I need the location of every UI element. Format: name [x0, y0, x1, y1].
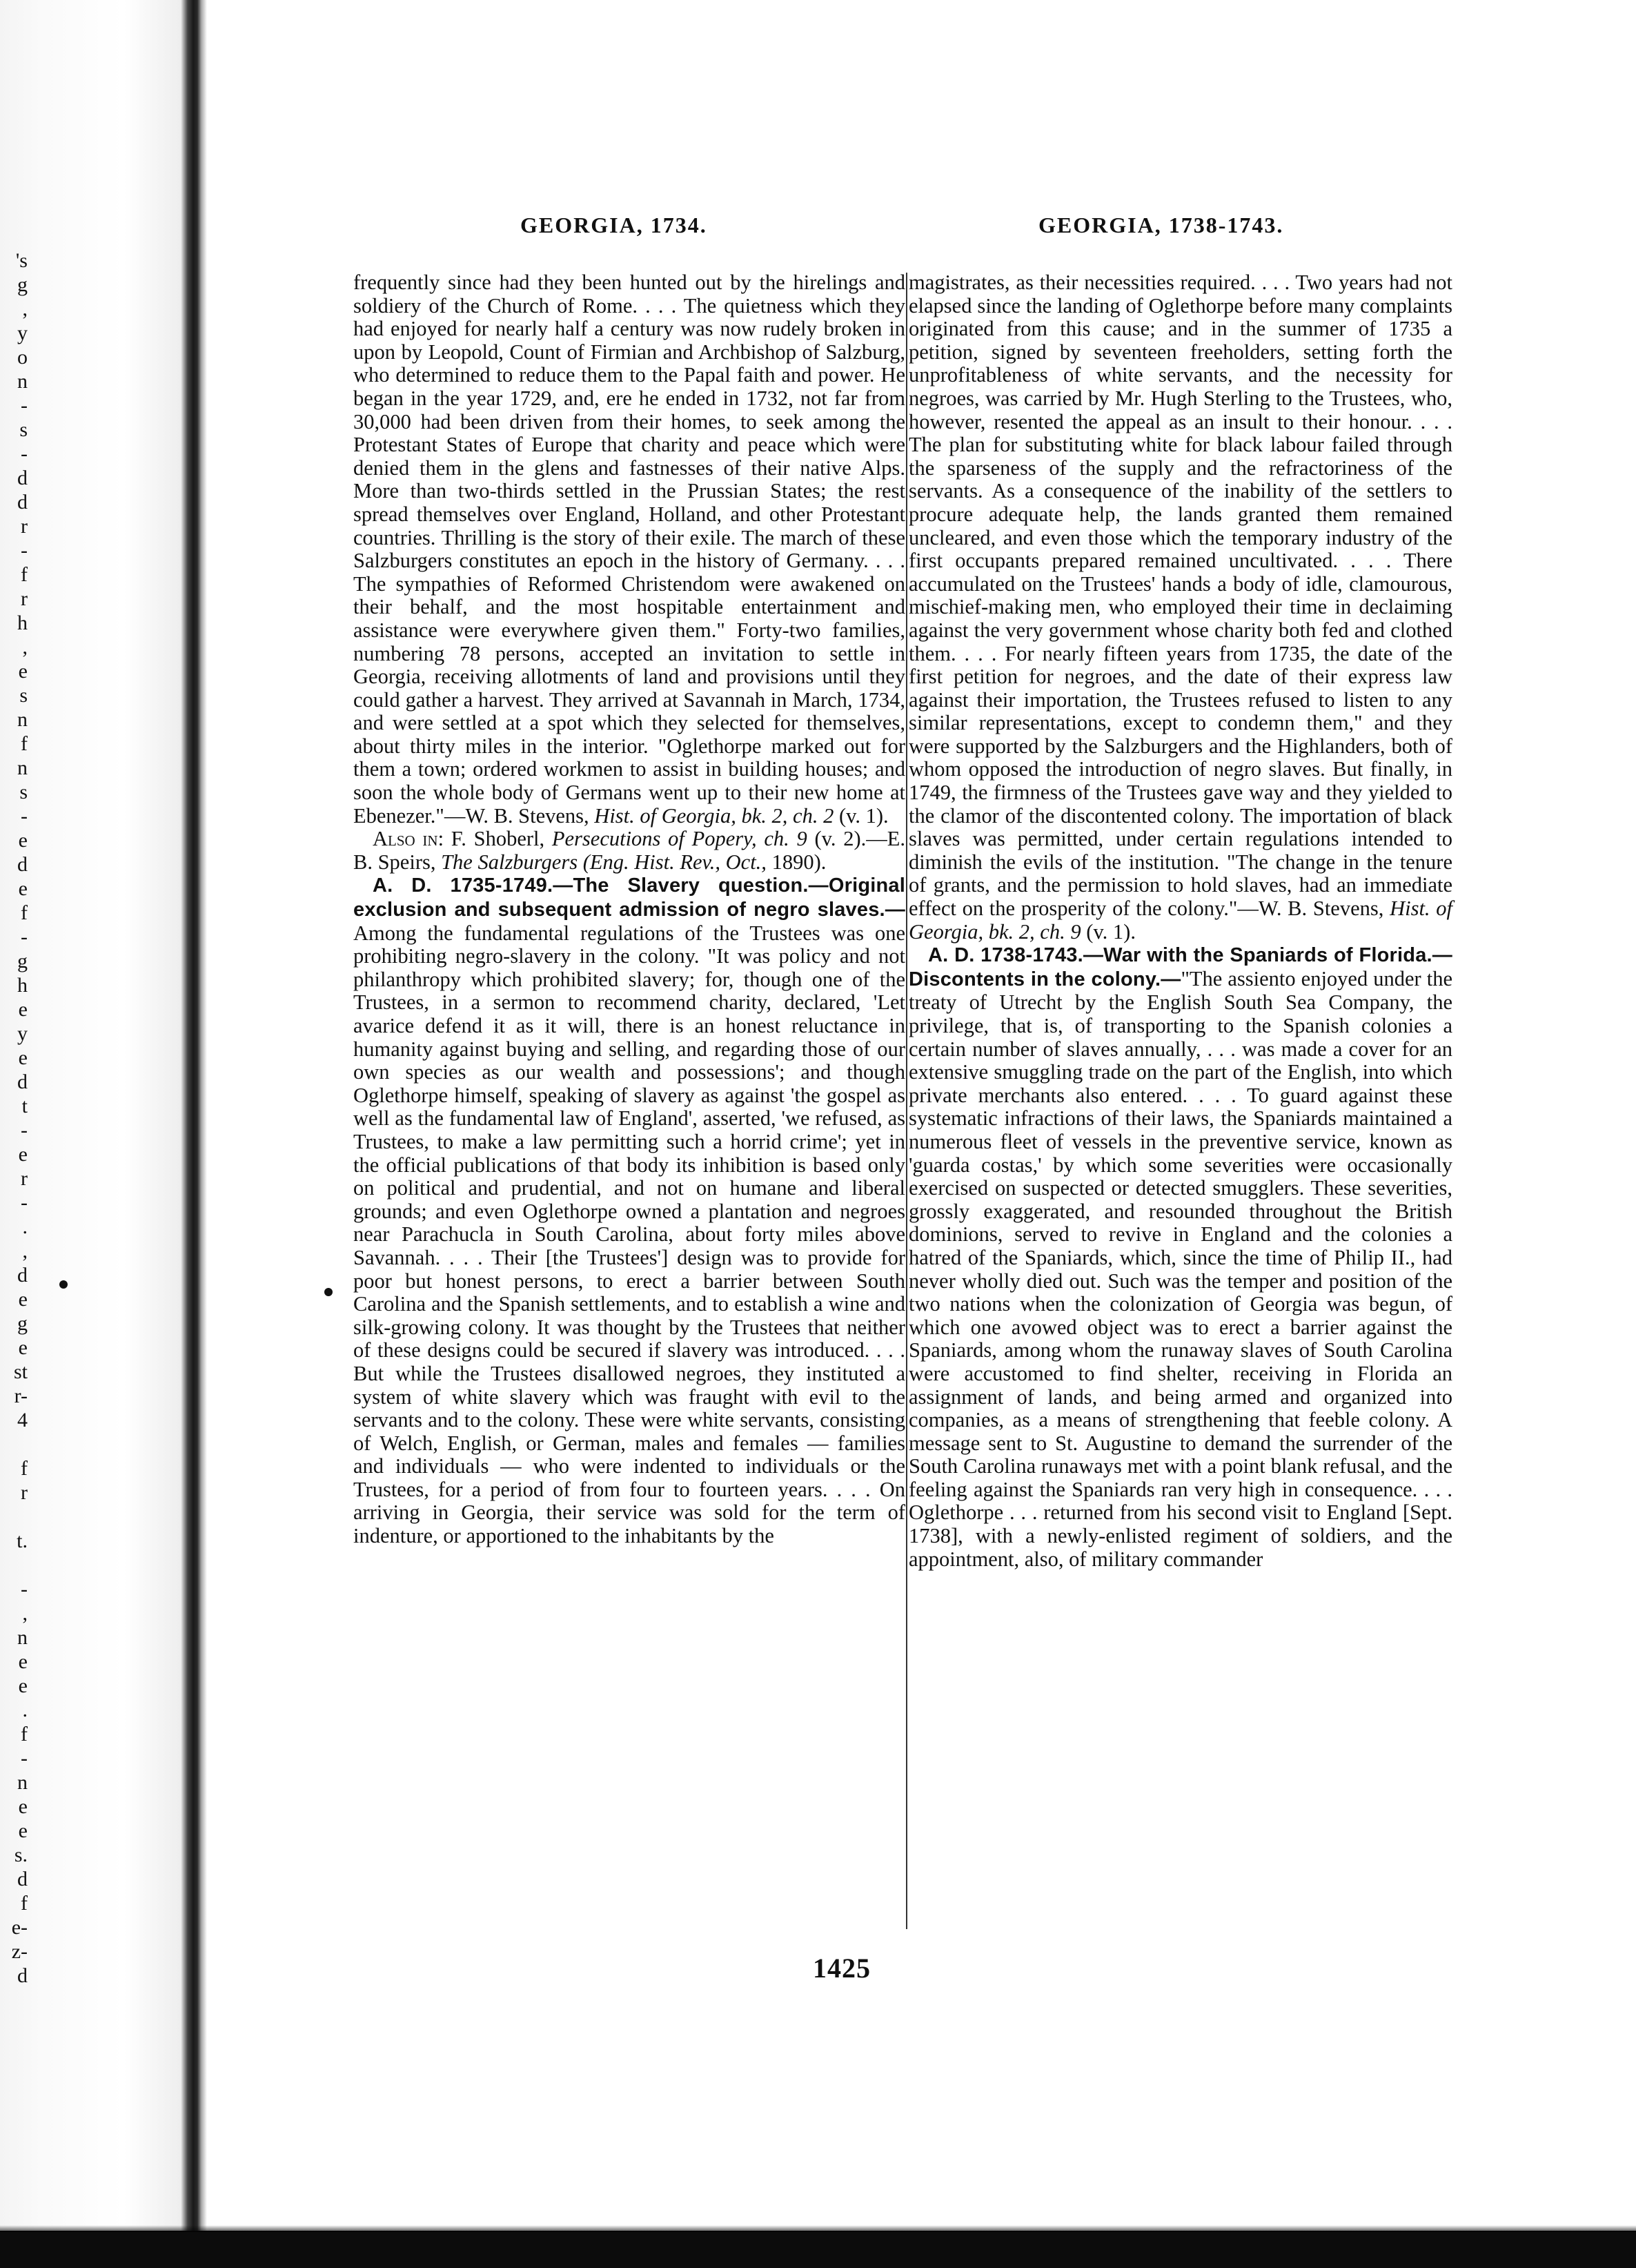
entry-text: "The assiento enjoyed under the treaty of Utrecht by the English South Sea Company, the privilege, that is, of transporting to the Spanish colonies a certain number of slaves annually, . . . was made a cover for an extensive smuggling trade on the part of the English, into which private merchants also entered. . . . To guard against these systematic infractions of their laws, the Spaniards maintained a numerous fleet of vessels in the preventive service, known as 'guarda costas,' by which some severities were occasionally exercised on suspected or detected smugglers. These severities, grossly exaggerated, and resounded throughout the British dominions, served to revive in England and the colonies a hatred of the Spaniards, which, since the time of Philip II., had never wholly died out. Such was the temper and position of the two nations when the colonization of Georgia was begun, of which one avowed object was to erect a barrier against the Spaniards, among whom the runaway slaves of South Carolina were accustomed to find shelter, receiving in Florida an assignment of lands, and being armed and organized into companies, as a means of strengthening that feeble colony. A message sent to St. Augustine to demand the surrender of the South Carolina runaways met with a point blank refusal, and the feeling against the Spaniards ran very high in consequence. . . . Oglethorpe . . . returned from his second visit to England [Sept. 1738], with a newly-enlisted regiment of soldiers, and the appointment, also, of military commander	[909, 966, 1452, 1571]
salzburgers-paragraph	[353, 271, 905, 828]
page-number: 1425	[813, 1953, 871, 1984]
scan-bottom-border	[0, 2231, 1636, 2268]
paragraph-text: frequently since had they been hunted out by the hirelings and soldiery of the Church of Rome. . . . The quietness which they had enjoyed for nearly half a century was now rudely broken in upon by Leopold, Count of Firmian and Archbishop of Salzburg, who determined to reduce them to the Papal faith and power. He began in the year 1729, and, ere he ended in 1732, not far from 30,000 had been driven from their homes, to seek among the Protestant States of Europe that charity and peace which were denied them in the glens and fastnesses of their native Alps. More than two-thirds settled in the Prussian States; the rest spread themselves over England, Holland, and other Protestant countries. Thrilling is the story of their exile. The march of these Salzburgers constitutes an epoch in the history of Germany. . . . The sympathies of Reformed Christendom were awakened on their behalf, and the most hospitable entertainment and assistance were everywhere given them." Forty-two families, numbering 78 persons, accepted an invitation to settle in Georgia, receiving allotments of land and provisions until they could gather a harvest. They arrived at Savannah in March, 1734, and were settled at a spot which they selected for themselves, about thirty miles in the interior. "Oglethorpe marked out for them a town; ordered workmen to assist in building houses; and soon the whole body of Germans went up to their new home at Ebenezer."—W. B. Stevens,	[353, 271, 905, 828]
left-column	[353, 271, 905, 1548]
right-column	[909, 271, 1452, 1571]
paragraph-text: magistrates, as their necessities required. . . . Two years had not elapsed since the landing of Oglethorpe before many complaints originated from this cause; and in the summer of 1735 a petition, signed by seventeen freeholders, setting forth the unprofitableness of white servants, and the necessity for negroes, was carried by Mr. Hugh Sterling to the Trustees, who, however, resented the appeal as an insult to their honour. . . . The plan for substituting white for black labour failed through the sparseness of the supply and the refractoriness of the servants. As a consequence of the inability of the settlers to procure adequate help, the lands granted them remained uncleared, and even those which the temporary industry of the first occupants prepared remained uncultivated. . . . There accumulated on the Trustees' hands a body of idle, clamourous, mischief-making men, who employed their time in declaiming against the very government whose charity both fed and clothed them. . . . For nearly fifteen years from 1735, the date of the first petition for negroes, and the date of their express law against their importation, the Trustees refused to listen to any similar representations, except to condemn them," and they were supported by the Salzburgers and the Highlanders, both of whom opposed the introduction of negro slaves. But finally, in 1749, the firmness of the Trustees gave way and they yielded to the clamor of the discontented colony. The importation of black slaves was permitted, under certain regulations intended to diminish the evils of the institution. "The change in the tenure of grants, and the permission to hold slaves, had an immediate effect on the prosperity of the colony."—W. B. Stevens,	[909, 271, 1452, 921]
paragraph-text: 1890).	[766, 850, 827, 874]
paragraph-text: (v. 1).	[834, 803, 889, 828]
entry-date: A. D. 1735-1749.	[373, 874, 553, 897]
entry-slavery-question	[353, 874, 905, 1547]
citation: Hist. of Georgia, bk. 2, ch. 2	[594, 803, 834, 828]
paragraph-text: F. Shoberl,	[444, 827, 552, 851]
citation: Hist. of Georgia, bk. 2, ch. 9	[909, 897, 1453, 944]
entry-text: Among the fundamental regulations of the Trustees was one prohibiting negro-slavery in the colony. "It was policy and not philanthropy which prohibited slavery; for, though one of the Trustees, in a sermon to recommend charity, declared, 'Let avarice defend it as it will, there is an honest reluctance in humanity against buying and selling, and regarding those of our own species as our wealth and possessions'; and though Oglethorpe himself, speaking of slavery as against 'the gospel as well as the fundamental law of England', asserted, 'we refused, as Trustees, to make a law permitting such a horrid crime'; yet in the official publications of that body its inhibition is based only on political and prudential, and not on humane and liberal grounds; and even Oglethorpe owned a plantation and negroes near Parachucla in South Carolina, about forty miles above Savannah. . . . Their [the Trustees'] design was to provide for poor but honest persons, to erect a barrier between South Carolina and the Spanish settlements, and to establish a wine and silk-growing colony. It was thought by the Trustees that neither of these designs could be secured if slavery was introduced. . . . But while the Trustees disallowed negroes, they instituted a system of white slavery which was fraught with evil to the servants and to the colony. These were white servants, consisting of Welch, English, or German, males and females — families and individuals — who were indented to individuals or the Trustees, for a period of from four to fourteen years. . . . On arriving in Georgia, their service was sold for the term of indenture, or apportioned to the inhabitants by the	[353, 921, 905, 1548]
citation: The Salzburgers (Eng. Hist. Rev., Oct.,	[441, 850, 767, 874]
running-head-left: GEORGIA, 1734.	[520, 213, 707, 237]
entry-heading: —The Slavery question.—Original exclusion and subsequent admission of negro slaves.—	[353, 874, 905, 921]
entry-heading: —War with the Spaniards of Florida.—Discontents in the colony.—	[909, 944, 1452, 990]
column-rule	[906, 273, 907, 1929]
entry-war-with-spaniards	[909, 944, 1452, 1571]
margin-mark	[324, 1288, 333, 1296]
running-head-right: GEORGIA, 1738-1743.	[1038, 213, 1284, 237]
also-in-label: Also in:	[373, 827, 444, 851]
previous-page-edge-text: 's g , y o n - s - d d r - f r h , e s n f n s - e d e f - g h e y e d t - e r - . , d e g e st r- 4 f r t. - , n e e . f - n e e s. d f e- z- d	[11, 249, 28, 1987]
entry-date: A. D. 1738-1743.	[928, 944, 1083, 967]
book-gutter	[0, 0, 207, 2268]
also-in-paragraph	[353, 828, 905, 874]
margin-mark	[59, 1280, 68, 1289]
citation: Persecutions of Popery, ch. 9	[551, 827, 807, 851]
paragraph-text: (v. 1).	[1081, 919, 1136, 944]
paragraph-text: (v. 2).—E. B. Speirs,	[353, 827, 905, 874]
slavery-continued-paragraph	[909, 271, 1452, 944]
